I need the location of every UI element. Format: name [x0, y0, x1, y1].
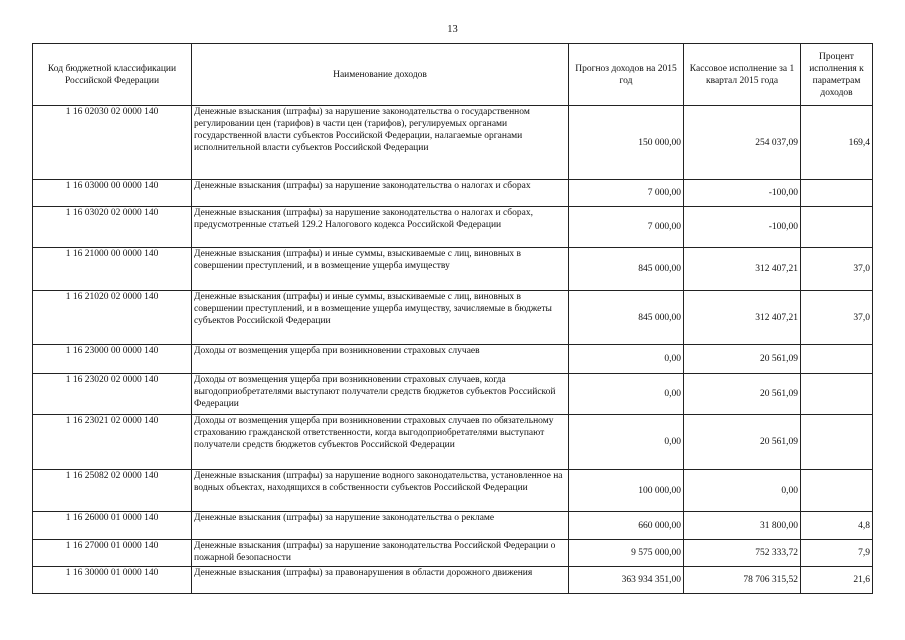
row-name: Денежные взыскания (штрафы) и иные суммы, взыскиваемые с лиц, виновных в совершении преступлений, и в возмещение ущерба имуществу, зачисляемые в бюджеты субъектов Российской Федерации: [192, 291, 569, 345]
table-row: [33, 374, 873, 415]
row-forecast: 660 000,00: [569, 512, 684, 540]
row-code: 1 16 21000 00 0000 140: [33, 248, 192, 291]
table-row: [33, 180, 873, 207]
row-percent: [801, 470, 873, 512]
table-row: [33, 512, 873, 540]
table-row: [33, 470, 873, 512]
row-code: 1 16 23000 00 0000 140: [33, 345, 192, 374]
row-actual: 312 407,21: [684, 291, 801, 345]
row-percent: [801, 180, 873, 207]
row-forecast: 9 575 000,00: [569, 540, 684, 567]
row-actual: -100,00: [684, 207, 801, 248]
row-forecast: 100 000,00: [569, 470, 684, 512]
row-percent: [801, 345, 873, 374]
row-code: 1 16 03000 00 0000 140: [33, 180, 192, 207]
row-forecast: 7 000,00: [569, 180, 684, 207]
row-actual: 0,00: [684, 470, 801, 512]
header-actual: Кассовое исполнение за 1 квартал 2015 года: [684, 44, 801, 106]
row-actual: 20 561,09: [684, 374, 801, 415]
row-code: 1 16 23021 02 0000 140: [33, 415, 192, 470]
row-forecast: 845 000,00: [569, 248, 684, 291]
row-percent: [801, 374, 873, 415]
row-forecast: 150 000,00: [569, 106, 684, 180]
row-forecast: 7 000,00: [569, 207, 684, 248]
row-code: 1 16 03020 02 0000 140: [33, 207, 192, 248]
row-forecast: 363 934 351,00: [569, 567, 684, 594]
row-percent: 4,8: [801, 512, 873, 540]
page-number: 13: [447, 24, 458, 35]
row-percent: 21,6: [801, 567, 873, 594]
row-actual: 312 407,21: [684, 248, 801, 291]
row-name: Денежные взыскания (штрафы) и иные суммы, взыскиваемые с лиц, виновных в совершении преступлений, и в возмещение ущерба имуществу: [192, 248, 569, 291]
row-actual: 31 800,00: [684, 512, 801, 540]
row-code: 1 16 02030 02 0000 140: [33, 106, 192, 180]
row-name: Денежные взыскания (штрафы) за нарушение водного законодательства, установленное на водных объектах, находящихся в собственности субъектов Российской Федерации: [192, 470, 569, 512]
row-name: Денежные взыскания (штрафы) за нарушение законодательства о налогах и сборах, предусмотренные статьей 129.2 Налогового кодекса Российской Федерации: [192, 207, 569, 248]
header-name: Наименование доходов: [192, 44, 569, 106]
row-code: 1 16 25082 02 0000 140: [33, 470, 192, 512]
row-name: Доходы от возмещения ущерба при возникновении страховых случаев, когда выгодоприобретателями выступают получатели средств бюджетов субъектов Российской Федерации: [192, 374, 569, 415]
row-name: Денежные взыскания (штрафы) за нарушение законодательства о налогах и сборах: [192, 180, 569, 207]
table-row: [33, 415, 873, 470]
row-name: Денежные взыскания (штрафы) за нарушение законодательства о государственном регулировании цен (тарифов) в части цен (тарифов), регулируемых органами государственной власти субъектов Российской Федерации, налагаемые органами исполнительной власти субъектов Российской Федерации: [192, 106, 569, 180]
table-row: [33, 567, 873, 594]
table-row: [33, 248, 873, 291]
row-percent: 37,0: [801, 291, 873, 345]
row-forecast: 0,00: [569, 415, 684, 470]
row-actual: -100,00: [684, 180, 801, 207]
table-header-row: [33, 44, 873, 106]
row-percent: [801, 415, 873, 470]
row-code: 1 16 27000 01 0000 140: [33, 540, 192, 567]
row-percent: 37,0: [801, 248, 873, 291]
table-row: [33, 106, 873, 180]
row-forecast: 845 000,00: [569, 291, 684, 345]
row-code: 1 16 21020 02 0000 140: [33, 291, 192, 345]
row-percent: [801, 207, 873, 248]
row-code: 1 16 26000 01 0000 140: [33, 512, 192, 540]
row-name: Денежные взыскания (штрафы) за нарушение законодательства Российской Федерации о пожарной безопасности: [192, 540, 569, 567]
table-row: [33, 540, 873, 567]
row-actual: 20 561,09: [684, 415, 801, 470]
row-forecast: 0,00: [569, 374, 684, 415]
table-row: [33, 291, 873, 345]
row-actual: 20 561,09: [684, 345, 801, 374]
row-code: 1 16 30000 01 0000 140: [33, 567, 192, 594]
row-name: Доходы от возмещения ущерба при возникновении страховых случаев по обязательному страхованию гражданской ответственности, когда выгодоприобретателями выступают получатели средств бюджетов субъектов Российской Федерации: [192, 415, 569, 470]
row-forecast: 0,00: [569, 345, 684, 374]
row-actual: 78 706 315,52: [684, 567, 801, 594]
row-name: Денежные взыскания (штрафы) за нарушение законодательства о рекламе: [192, 512, 569, 540]
row-code: 1 16 23020 02 0000 140: [33, 374, 192, 415]
row-actual: 752 333,72: [684, 540, 801, 567]
row-percent: 7,9: [801, 540, 873, 567]
row-actual: 254 037,09: [684, 106, 801, 180]
table-row: [33, 207, 873, 248]
header-forecast: Прогноз доходов на 2015 год: [569, 44, 684, 106]
header-code: Код бюджетной классификации Российской Федерации: [33, 44, 192, 106]
row-percent: 169,4: [801, 106, 873, 180]
row-name: Доходы от возмещения ущерба при возникновении страховых случаев: [192, 345, 569, 374]
header-percent: Процент исполнения к параметрам доходов: [801, 44, 873, 106]
revenue-table: [32, 43, 873, 594]
table-row: [33, 345, 873, 374]
row-name: Денежные взыскания (штрафы) за правонарушения в области дорожного движения: [192, 567, 569, 594]
